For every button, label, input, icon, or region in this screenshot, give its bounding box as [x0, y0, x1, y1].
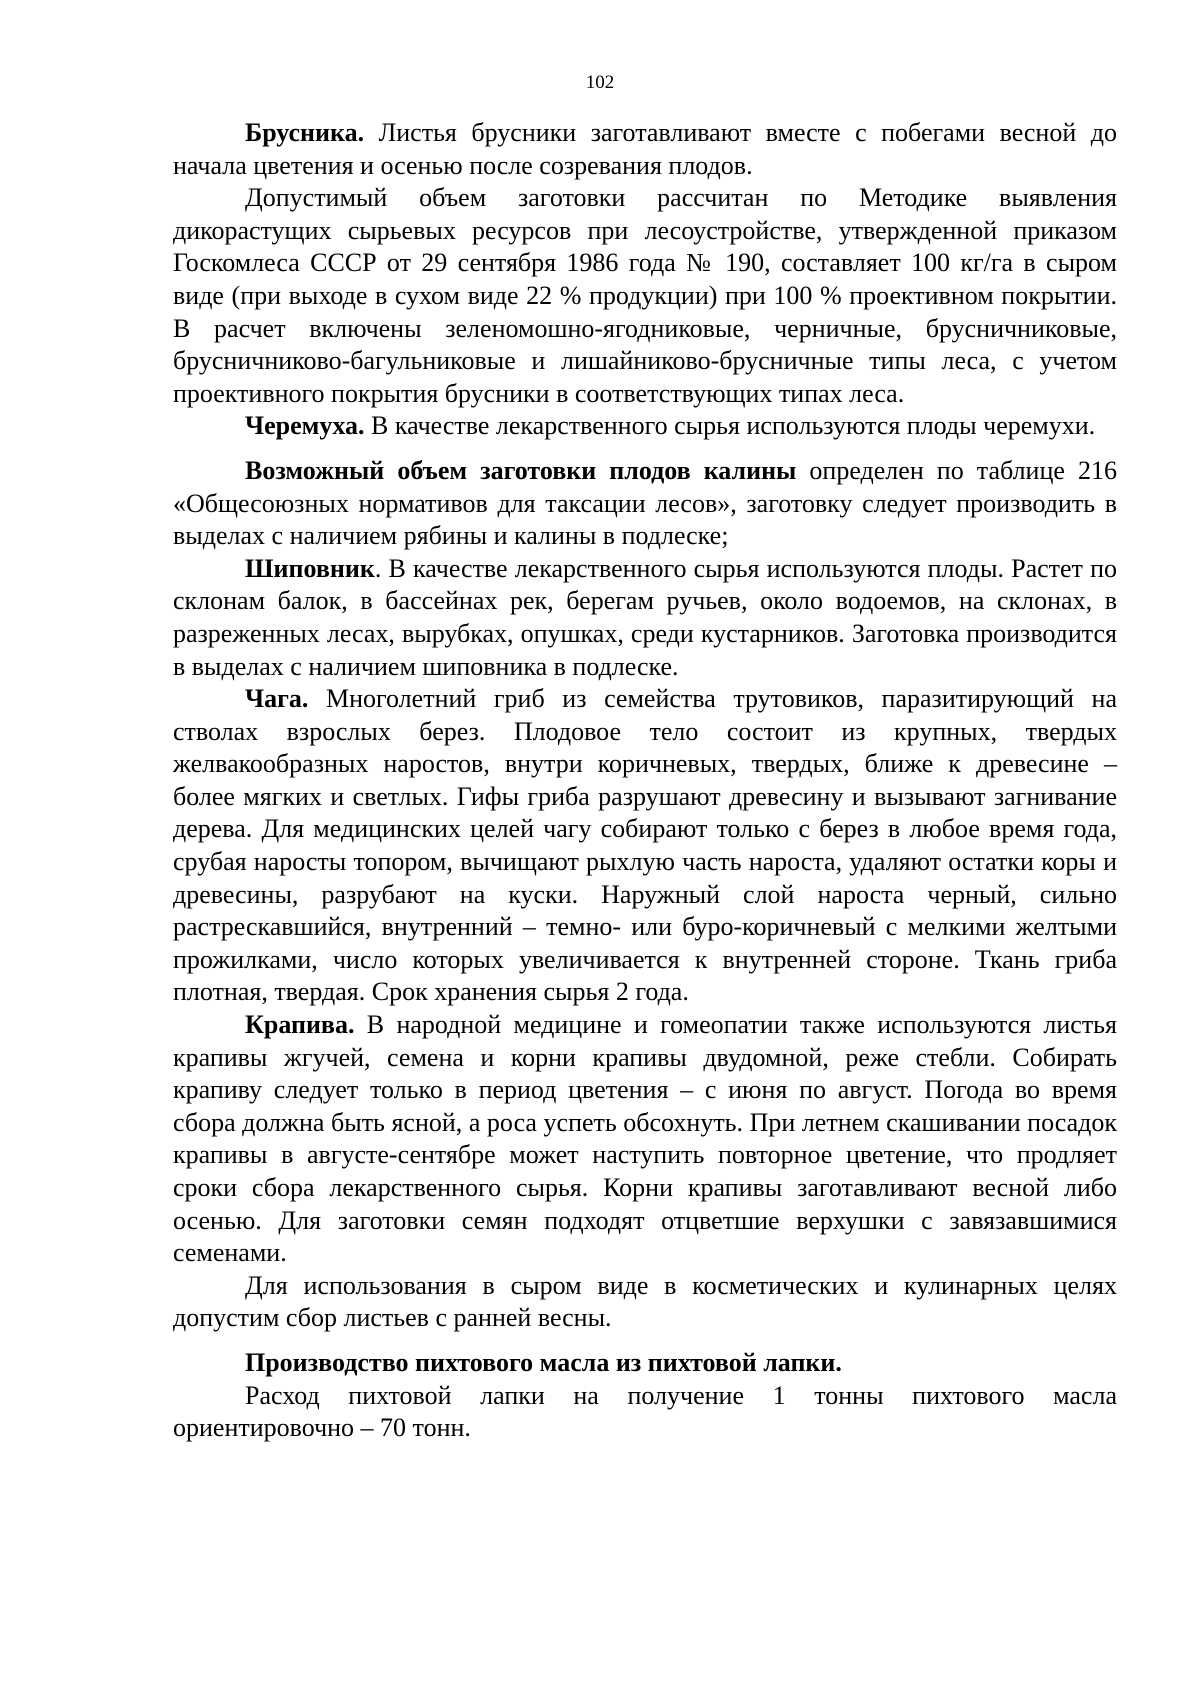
term-cheremukha: Черемуха.: [245, 411, 365, 441]
term-krapiva: Крапива.: [245, 1010, 355, 1040]
paragraph-text: Для использования в сыром виде в косметических и кулинарных целях допустим сбор листьев с ранней весны.: [173, 1270, 1117, 1333]
page-number: 102: [585, 72, 615, 93]
paragraph-kalina: [173, 455, 1117, 553]
paragraph-text: Многолетний гриб из семейства трутовиков, паразитирующий на стволах взрослых берез. Плодовое тело состоит из крупных, твердых желвакообразных наростов, внутри коричневых, твердых, ближе к древесине – более мягких и светлых. Гифы гриба разрушают древесину и вызывают загнивание дерева. Для медицинских целей чагу собирают только с берез в любое время года, срубая наросты топором, вычищают рыхлую часть нароста, удаляют остатки коры и древесины, разрубают на куски. Наружный слой нароста черный, сильно растрескавшийся, внутренний – темно- или буро-коричневый с мелкими желтыми прожилками, число которых увеличивается к внутренней стороне. Ткань гриба плотная, твердая. Срок хранения сырья 2 года.: [173, 684, 1117, 1007]
term-brusnika: Брусника.: [245, 118, 365, 147]
paragraph-raw-use: [173, 1270, 1117, 1335]
term-chaga: Чага.: [245, 684, 309, 714]
paragraph-text: . В качестве лекарственного сырья используются плоды. Растет по склонам балок, в бассейнах рек, берегам ручьев, около водоемов, на склонах, в разреженных лесах, вырубках, опушках, среди кустарников. Заготовка производится в выделах с наличием шиповника в подлеске.: [173, 553, 1117, 681]
paragraph-krapiva: [173, 1009, 1117, 1270]
paragraph-volume: [173, 182, 1117, 410]
paragraph-shipovnik: [173, 553, 1117, 683]
page-body: [173, 117, 1117, 1445]
paragraph-chaga: [173, 683, 1117, 1009]
paragraph-text: В качестве лекарственного сырья используются плоды черемухи.: [364, 411, 1096, 441]
term-kalina: Возможный объем заготовки плодов калины: [245, 455, 797, 485]
paragraph-text: Расход пихтовой лапки на получение 1 тонны пихтового масла ориентировочно – 70 тонн.: [173, 1380, 1117, 1443]
paragraph-text: определен по таблице 216 «Общесоюзных нормативов для таксации лесов», заготовку следует производить в выделах с наличием рябины и калины в подлеске;: [173, 455, 1117, 551]
paragraph-text: Листья брусники заготавливают вместе с побегами весной до начала цветения и осенью после созревания плодов.: [173, 118, 1117, 180]
term-shipovnik: Шиповник: [245, 553, 375, 583]
paragraph-text: В народной медицине и гомеопатии также используются листья крапивы жгучей, семена и корни крапивы двудомной, реже стебли. Собирать крапиву следует только в период цветения – с июня по август. Погода во время сбора должна быть ясной, а роса успеть обсохнуть. При летнем скашивании посадок крапивы в августе-сентябре может наступить повторное цветение, что продляет сроки сбора лекарственного сырья. Корни крапивы заготавливают весной либо осенью. Для заготовки семян подходят отцветшие верхушки с завязавшимися семенами.: [173, 1010, 1117, 1268]
section-heading-fir-oil: Производство пихтового масла из пихтовой лапки.: [245, 1347, 842, 1377]
paragraph-fir-oil: [173, 1380, 1117, 1445]
paragraph-brusnika: [173, 117, 1117, 182]
paragraph-cheremukha: [173, 410, 1117, 443]
paragraph-text: Допустимый объем заготовки рассчитан по Методике выявления дикорастущих сырьевых ресурсов при лесоустройстве, утвержденной приказом Госкомлеса СССР от 29 сентября 1986 года № 190, составляет 100 кг/га в сыром виде (при выходе в сухом виде 22 % продукции) при 100 % проективном покрытии. В расчет включены зеленомошно-ягодниковые, черничные, брусничниковые, брусничниково-багульниковые и лишайниково-брусничные типы леса, с учетом проективного покрытия брусники в соответствующих типах леса.: [173, 183, 1117, 408]
